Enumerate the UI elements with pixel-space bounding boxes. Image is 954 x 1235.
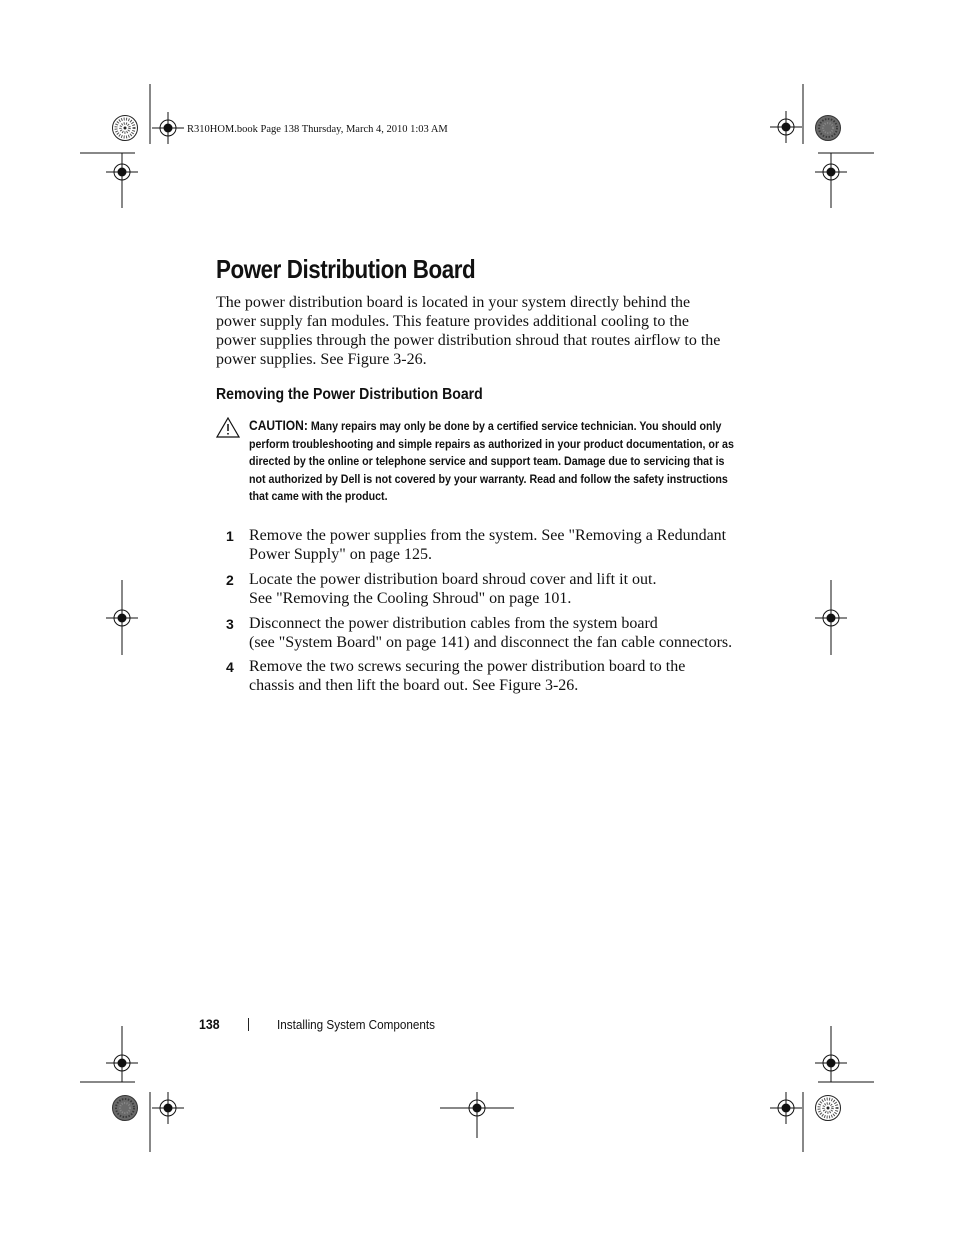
page-title: Power Distribution Board — [216, 254, 476, 284]
step-number: 2 — [226, 572, 234, 588]
crop-mark-top-right — [770, 84, 874, 208]
caution-note — [249, 417, 819, 506]
step-number: 4 — [226, 659, 234, 675]
step-text — [249, 614, 734, 652]
caution-text: Many repairs may only be done by a certified service technician. You should only perform troubleshooting and simple repairs as authorized in your product documentation, or as directed by the online or telephone service and support team. Damage due to servicing that is not authorized by Dell is not covered by your warranty. Read and follow the safety instructions that came with the product. — [249, 419, 734, 503]
footer-divider — [248, 1018, 249, 1031]
caution-label: CAUTION: — [249, 417, 308, 433]
step-text: Remove the two screws securing the power distribution board to the chassis and then lift the board out. See Figure 3-26. — [249, 658, 686, 694]
crop-mark-mid-left — [106, 580, 138, 655]
step-line: (see "System Board" on page 141) and disconnect the fan cable connectors. — [249, 634, 733, 651]
intro-paragraph: The power distribution board is located in your system directly behind the power supply fan modules. This feature provides additional cooling to the power supplies through the power distribution shroud that routes airflow to the power supplies. See Figure 3-26. — [216, 294, 721, 368]
print-slug: R310HOM.book Page 138 Thursday, March 4, 2010 1:03 AM — [187, 124, 448, 135]
step-line: See "Removing the Cooling Shroud" on page 101. — [249, 590, 572, 607]
crop-mark-top-left — [80, 84, 184, 208]
crop-mark-bottom-center — [440, 1092, 514, 1138]
section-heading: Removing the Power Distribution Board — [216, 386, 483, 403]
step-number: 1 — [226, 528, 234, 544]
crop-mark-mid-right — [815, 580, 847, 655]
caution-triangle-icon — [216, 417, 240, 438]
step-line: Disconnect the power distribution cables from the system board — [249, 615, 658, 632]
step-number: 3 — [226, 616, 234, 632]
crop-mark-bottom-left — [80, 1026, 184, 1152]
step-line: Locate the power distribution board shroud cover and lift it out. — [249, 571, 657, 588]
footer-section-title: Installing System Components — [277, 1017, 436, 1032]
step-text — [249, 570, 734, 608]
crop-mark-bottom-right — [770, 1026, 874, 1152]
step-text: Remove the power supplies from the system. See "Removing a Redundant Power Supply" on page 125. — [249, 527, 727, 563]
page-number: 138 — [199, 1016, 220, 1032]
